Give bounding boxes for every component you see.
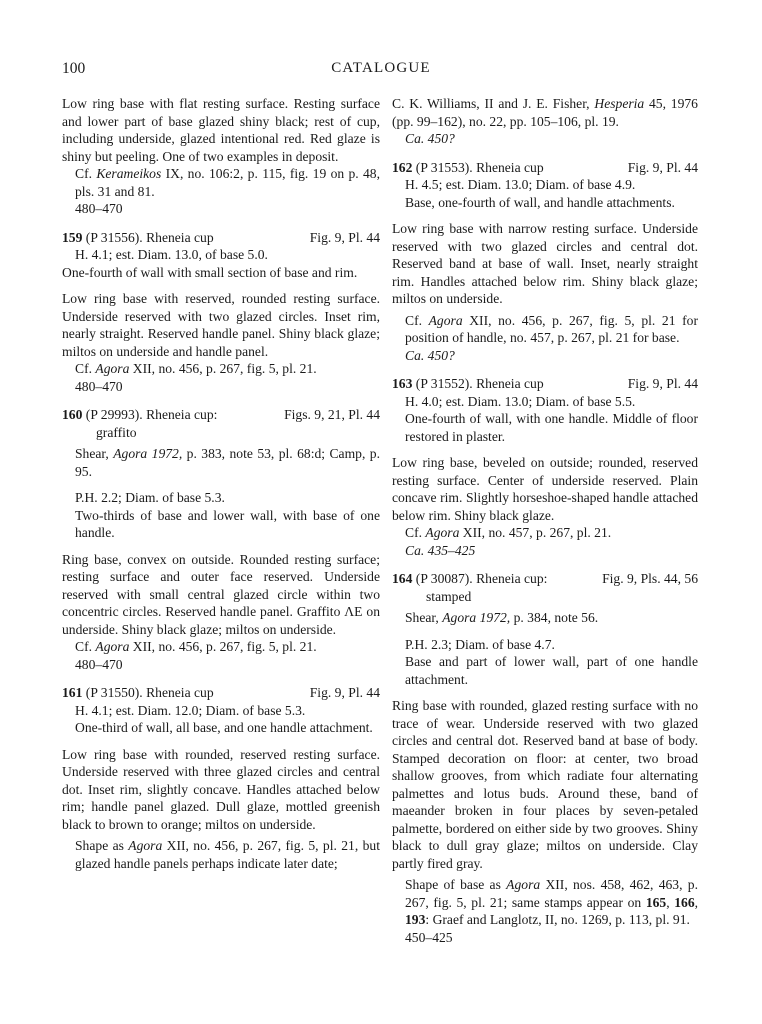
entry-163-preservation: One-fourth of wall, with one handle. Middle of floor restored in plaster. xyxy=(405,411,698,444)
entry-160-heading xyxy=(62,406,380,424)
entry-164-figure-ref: Fig. 9, Pls. 44, 56 xyxy=(602,571,698,586)
cross-ref-193: 193 xyxy=(405,912,426,927)
entry-163-heading xyxy=(392,375,698,393)
entry-164-date: 450–425 xyxy=(405,929,453,945)
entry-164-shape-note: Shape of base as Agora XII, nos. 458, 462, 463, p. 267, fig. 5, pl. 21; same stamps appear on 165, 166, 193: Graef and Langlotz, II, no. 1269, p. 113, pl. 91. xyxy=(405,877,699,927)
entry-160-title: (P 29993). Rheneia cup: xyxy=(82,407,218,422)
entry-164-preservation: Base and part of lower wall, part of one handle attachment. xyxy=(405,654,698,687)
entry-164-heading xyxy=(392,570,698,588)
entry-163-comparanda: Cf. Agora XII, no. 457, p. 267, pl. 21. xyxy=(405,525,612,540)
entry-161-number: 161 xyxy=(62,685,83,700)
entry-162-date: Ca. 450? xyxy=(405,347,455,363)
cross-ref-166: 166 xyxy=(674,894,695,910)
entry-161-date: Ca. 450? xyxy=(405,131,455,146)
entry-159-figure-ref: Fig. 9, Pl. 44 xyxy=(309,229,380,245)
entry-162-heading xyxy=(392,159,698,177)
entry-164-description: Ring base with rounded, glazed resting surface with no trace of wear. Underside reserved with two glazed circles and central dot. Reserved band at base of body. Stamped decoration on floor: at center, two broad shallow grooves, from which radiate four alternating palmettes and lotus buds. Around these, band of maeander broken in four places by seven-petaled palmette, bordered on either side by two grooves. Shiny black to dull gray glaze; miltos on underside. Clay partly fired gray. xyxy=(392,698,698,871)
entry-164-dimensions: P.H. 2.3; Diam. of base 4.7. xyxy=(405,636,555,652)
entry-158-date: 480–470 xyxy=(75,201,123,216)
entry-160-description: Ring base, convex on outside. Rounded resting surface; resting surface and outer face reserved. Underside reserved with small central glazed circle within two concentric circles. Reserved handle panel. Graffito ΛΕ on underside. Shiny black glaze; miltos on underside. xyxy=(62,551,380,637)
entry-159-comparanda: Cf. Agora XII, no. 456, p. 267, fig. 5, pl. 21. xyxy=(75,361,317,376)
entry-158-comparanda: Cf. Kerameikos IX, no. 106:2, p. 115, fig. 19 on p. 48, pls. 31 and 81. xyxy=(75,166,381,199)
left-column xyxy=(62,95,380,872)
entry-159-description: Low ring base with reserved, rounded resting surface. Underside reserved with two glazed circles. Inset rim, nearly straight. Reserved handle panel. Shiny black glaze; miltos on underside and handle panel. xyxy=(62,291,380,359)
entry-163-title: (P 31552). Rheneia cup xyxy=(412,376,544,391)
entry-162-description: Low ring base with narrow resting surface. Underside reserved with two glazed circles and central dot. Reserved band at base of wall. Inset, nearly straight rim. Handles attached below rim. Shiny black glaze; miltos on underside. xyxy=(392,221,698,306)
running-title: CATALOGUE xyxy=(331,60,431,76)
entry-163-number: 163 xyxy=(392,376,413,391)
entry-161-shape-note: Shape as Agora XII, no. 456, p. 267, fig. 5, pl. 21, but glazed handle panels perhaps indicate later date; xyxy=(75,838,380,871)
right-column xyxy=(392,95,698,946)
entry-159-number: 159 xyxy=(62,229,83,245)
entry-160-figure-ref: Figs. 9, 21, Pl. 44 xyxy=(284,407,380,422)
entry-162-number: 162 xyxy=(392,159,413,175)
page-number: 100 xyxy=(62,60,86,77)
entry-160-date: 480–470 xyxy=(75,656,123,672)
entry-163-date: Ca. 435–425 xyxy=(405,542,476,558)
entry-160-preservation: Two-thirds of base and lower wall, with base of one handle. xyxy=(75,507,380,540)
entry-164-title: (P 30087). Rheneia cup: xyxy=(412,571,548,586)
entry-163-figure-ref: Fig. 9, Pl. 44 xyxy=(627,376,698,391)
entry-162-title: (P 31553). Rheneia cup xyxy=(412,159,544,175)
entry-162-figure-ref: Fig. 9, Pl. 44 xyxy=(627,159,698,175)
entry-164-number: 164 xyxy=(392,571,413,586)
entry-161-title: (P 31550). Rheneia cup xyxy=(82,685,214,700)
entry-164-bibliography: Shear, Agora 1972, p. 384, note 56. xyxy=(405,610,599,625)
entry-161-heading xyxy=(62,684,380,702)
entry-162-dimensions: H. 4.5; est. Diam. 13.0; Diam. of base 4.9. xyxy=(405,177,636,192)
entry-163-description: Low ring base, beveled on outside; rounded, reserved resting surface. Center of underside reserved. Plain concave rim. Slightly horseshoe-shaped handle attached below rim. Shiny black glaze. xyxy=(392,455,698,523)
entry-159-dimensions: H. 4.1; est. Diam. 13.0, of base 5.0. xyxy=(75,247,268,262)
entry-160-dimensions: P.H. 2.2; Diam. of base 5.3. xyxy=(75,490,225,505)
entry-162-preservation: Base, one-fourth of wall, and handle attachments. xyxy=(405,194,675,210)
entry-158-description: Low ring base with flat resting surface. Resting surface and lower part of base glazed shiny black; rest of cup, including underside, glazed intentional red. Red glaze is shiny but peeling. One of two examples in deposit. xyxy=(62,96,380,164)
entry-160-subtitle: graffito xyxy=(96,424,137,440)
entry-163-dimensions: H. 4.0; est. Diam. 13.0; Diam. of base 5.5. xyxy=(405,393,636,409)
entry-162-comparanda: Cf. Agora XII, no. 456, p. 267, fig. 5, pl. 21 for position of handle, no. 457, p. 267, pl. 21 for base. xyxy=(405,312,698,345)
entry-161-description: Low ring base with rounded, reserved resting surface. Underside reserved with three glazed circles and central dot. Inset rim, slightly concave. Handles attached below rim; handle panel glazed. Dull glaze, mottled greenish black to brown to orange; miltos on underside. xyxy=(62,746,380,832)
entry-159-title: (P 31556). Rheneia cup xyxy=(82,229,214,245)
entry-161-dimensions: H. 4.1; est. Diam. 12.0; Diam. of base 5.3. xyxy=(75,702,306,718)
entry-159-heading xyxy=(62,229,380,247)
entry-161-figure-ref: Fig. 9, Pl. 44 xyxy=(309,685,380,700)
entry-159-date: 480–470 xyxy=(75,378,123,394)
entry-161-preservation: One-third of wall, all base, and one handle attachment. xyxy=(75,720,373,735)
entry-161-continuation: C. K. Williams, II and J. E. Fisher, Hesperia 45, 1976 (pp. 99–162), no. 22, pp. 105–106, pl. 19. xyxy=(392,96,698,129)
entry-160-bibliography: Shear, Agora 1972, p. 383, note 53, pl. 68:d; Camp, p. 95. xyxy=(75,446,380,479)
entry-159-preservation: One-fourth of wall with small section of base and rim. xyxy=(62,264,358,280)
entry-160-comparanda: Cf. Agora XII, no. 456, p. 267, fig. 5, pl. 21. xyxy=(75,639,317,654)
cross-ref-165: 165 xyxy=(645,894,667,910)
entry-160-number: 160 xyxy=(62,407,83,422)
entry-164-subtitle: stamped xyxy=(426,588,472,604)
